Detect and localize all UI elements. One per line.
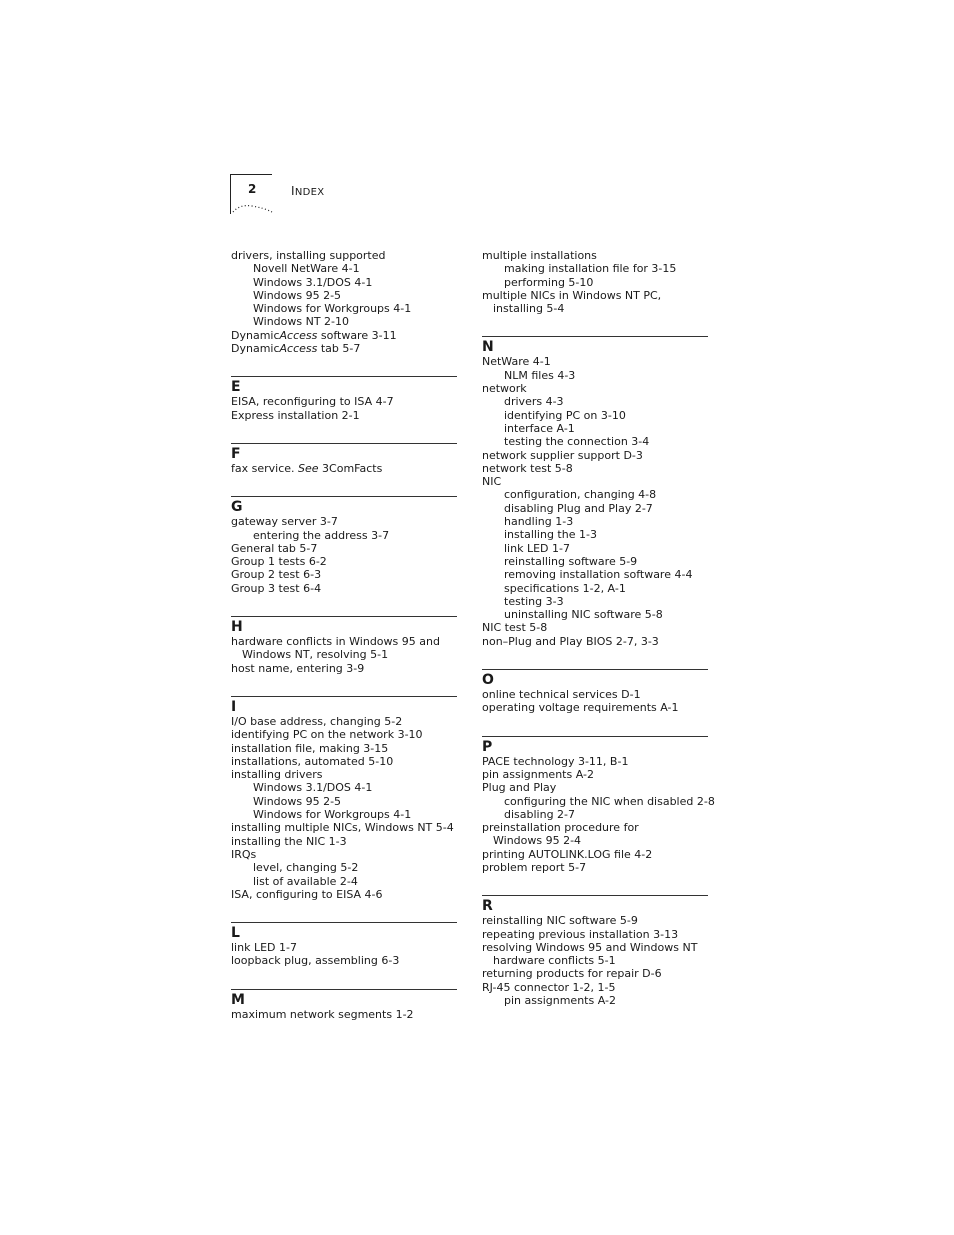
index-subentry: disabling 2-7 [504, 807, 576, 821]
index-entry: ISA, configuring to EISA 4-6 [231, 887, 383, 901]
index-subentry: testing 3-3 [504, 594, 564, 608]
entry-text: Dynamic [231, 328, 280, 342]
entry-group [231, 941, 457, 968]
index-entry: installing multiple NICs, Windows NT 5-4 [231, 821, 454, 835]
index-entry: reinstalling NIC software 5-9 [482, 914, 638, 928]
page-title-rest: NDEX [294, 187, 325, 198]
entry-group [482, 754, 715, 875]
index-entry: General tab 5-7 [231, 541, 318, 555]
index-entry: installing drivers [231, 768, 323, 782]
index-entry [231, 329, 457, 342]
index-entry: printing AUTOLINK.LOG file 4-2 [482, 847, 653, 861]
entry-group [482, 355, 708, 648]
entry-group [482, 249, 708, 315]
entry-group [231, 1008, 457, 1021]
section-letter: N [482, 339, 494, 356]
index-subentry: performing 5-10 [504, 275, 594, 289]
index-subentry: interface A-1 [504, 421, 575, 435]
index-entry: NetWare 4-1 [482, 355, 551, 369]
index-entry: pin assignments A-2 [482, 767, 594, 781]
section-letter: M [231, 991, 245, 1008]
section-h [231, 616, 457, 675]
index-entry: NIC test 5-8 [482, 621, 548, 635]
entry-text-italic: Access [279, 342, 318, 356]
section-r [482, 895, 708, 1007]
page-header [230, 174, 350, 218]
index-column-left [231, 249, 457, 1021]
index-entry: PACE technology 3-11, B-1 [482, 754, 629, 768]
index-entry: maximum network segments 1-2 [231, 1007, 414, 1021]
index-subentry: removing installation software 4-4 [504, 568, 693, 582]
index-entry: non–Plug and Play BIOS 2-7, 3-3 [482, 634, 659, 648]
index-entry: operating voltage requirements A-1 [482, 701, 679, 715]
index-subentry: reinstalling software 5-9 [504, 554, 638, 568]
index-subentry: level, changing 5-2 [253, 861, 359, 875]
index-entry: link LED 1-7 [231, 941, 297, 955]
index-entry: multiple NICs in Windows NT PC, [482, 288, 662, 302]
entry-text: Dynamic [231, 342, 280, 356]
page-title [291, 184, 324, 198]
section-o [482, 669, 708, 715]
entry-text: tab 5-7 [317, 342, 361, 356]
index-entry: Group 2 test 6-3 [231, 568, 322, 582]
index-entry: EISA, reconfiguring to ISA 4-7 [231, 395, 394, 409]
section-letter: P [482, 738, 493, 755]
index-subentry: Windows 95 2-5 [253, 794, 342, 808]
index-subentry: installing the 1-3 [504, 528, 597, 542]
index-subentry: Windows for Workgroups 4-1 [253, 302, 412, 316]
index-subentry: disabling Plug and Play 2-7 [504, 501, 653, 515]
corner-rule-horizontal [230, 174, 272, 175]
page-number: 2 [248, 182, 257, 196]
section-letter: F [231, 445, 241, 462]
index-subentry: pin assignments A-2 [504, 994, 616, 1008]
section-letter: L [231, 925, 240, 942]
index-subentry: testing the connection 3-4 [504, 435, 650, 449]
index-subentry: Windows NT 2-10 [253, 315, 350, 329]
index-subentry: Windows 95 2-5 [253, 288, 342, 302]
index-entry: network [482, 382, 527, 396]
index-subentry: configuring the NIC when disabled 2-8 [504, 794, 715, 808]
index-entry: Plug and Play [482, 781, 557, 795]
page-title-cap: I [291, 184, 295, 198]
entry-group [231, 515, 457, 595]
section-letter: H [231, 619, 243, 636]
entry-group [231, 715, 457, 901]
entry-group [231, 635, 457, 675]
index-subentry: specifications 1-2, A-1 [504, 581, 626, 595]
section-l [231, 922, 457, 968]
index-entry: installation file, making 3-15 [231, 741, 389, 755]
index-subentry: Novell NetWare 4-1 [253, 262, 360, 276]
section-p [482, 736, 715, 875]
section-letter: I [231, 698, 237, 715]
index-entry: hardware conflicts 5-1 [493, 954, 616, 968]
index-entry: Windows NT, resolving 5-1 [242, 648, 389, 662]
index-subentry: making installation file for 3-15 [504, 262, 677, 276]
section-i [231, 696, 457, 901]
section-g [231, 496, 457, 595]
section-letter: E [231, 379, 241, 396]
entry-group [231, 249, 457, 329]
entry-text-italic: See [298, 461, 319, 475]
index-entry: installing 5-4 [493, 302, 565, 316]
index-entry: online technical services D-1 [482, 688, 641, 702]
entry-text: 3ComFacts [318, 461, 383, 475]
index-entry: drivers, installing supported [231, 249, 386, 262]
section-m [231, 989, 457, 1021]
index-entry: RJ-45 connector 1-2, 1-5 [482, 980, 616, 994]
index-subentry: list of available 2-4 [253, 874, 358, 888]
index-entry: multiple installations [482, 249, 597, 262]
index-entry: installing the NIC 1-3 [231, 834, 347, 848]
index-entry: I/O base address, changing 5-2 [231, 714, 403, 728]
index-entry: problem report 5-7 [482, 860, 587, 874]
index-entry [231, 462, 457, 475]
index-entry: NIC [482, 475, 502, 489]
index-entry: network supplier support D-3 [482, 448, 643, 462]
section-letter: O [482, 672, 494, 689]
dotted-ornament-icon [232, 202, 274, 214]
section-letter: G [231, 499, 243, 516]
index-entry: identifying PC on the network 3-10 [231, 728, 423, 742]
index-entry: Windows 95 2-4 [493, 834, 582, 848]
entry-group [482, 688, 708, 715]
index-entry: hardware conflicts in Windows 95 and [231, 635, 440, 649]
entry-text-italic: Access [279, 328, 318, 342]
entry-text: software 3-11 [317, 328, 397, 342]
index-subentry: uninstalling NIC software 5-8 [504, 608, 663, 622]
index-subentry: link LED 1-7 [504, 541, 570, 555]
index-entry: Group 1 tests 6-2 [231, 555, 327, 569]
index-subentry: handling 1-3 [504, 515, 574, 529]
index-subentry: identifying PC on 3-10 [504, 408, 626, 422]
index-subentry: Windows for Workgroups 4-1 [253, 808, 412, 822]
section-e [231, 376, 457, 422]
index-subentry: Windows 3.1/DOS 4-1 [253, 781, 373, 795]
index-subentry: drivers 4-3 [504, 395, 564, 409]
index-entry: installations, automated 5-10 [231, 754, 394, 768]
index-subentry: Windows 3.1/DOS 4-1 [253, 275, 373, 289]
index-entry: Express installation 2-1 [231, 408, 360, 422]
index-subentry: entering the address 3-7 [253, 528, 390, 542]
entry-group [482, 914, 708, 1007]
index-column-right [482, 249, 715, 1008]
index-entry: repeating previous installation 3-13 [482, 927, 679, 941]
index-entry: resolving Windows 95 and Windows NT [482, 940, 698, 954]
index-subentry: configuration, changing 4-8 [504, 488, 657, 502]
index-entry: Group 3 test 6-4 [231, 581, 322, 595]
index-entry [231, 342, 457, 355]
corner-rule-vertical [230, 174, 231, 214]
index-entry: loopback plug, assembling 6-3 [231, 954, 400, 968]
index-entry: gateway server 3-7 [231, 515, 338, 529]
section-f [231, 443, 457, 475]
index-entry: network test 5-8 [482, 461, 573, 475]
entry-text: fax service. [231, 461, 299, 475]
index-entry: preinstallation procedure for [482, 821, 639, 835]
section-letter: R [482, 898, 493, 915]
index-entry: returning products for repair D-6 [482, 967, 662, 981]
index-subentry: NLM files 4-3 [504, 368, 576, 382]
entry-group [231, 395, 457, 422]
index-entry: IRQs [231, 847, 257, 861]
section-n [482, 336, 708, 648]
index-entry: host name, entering 3-9 [231, 661, 365, 675]
